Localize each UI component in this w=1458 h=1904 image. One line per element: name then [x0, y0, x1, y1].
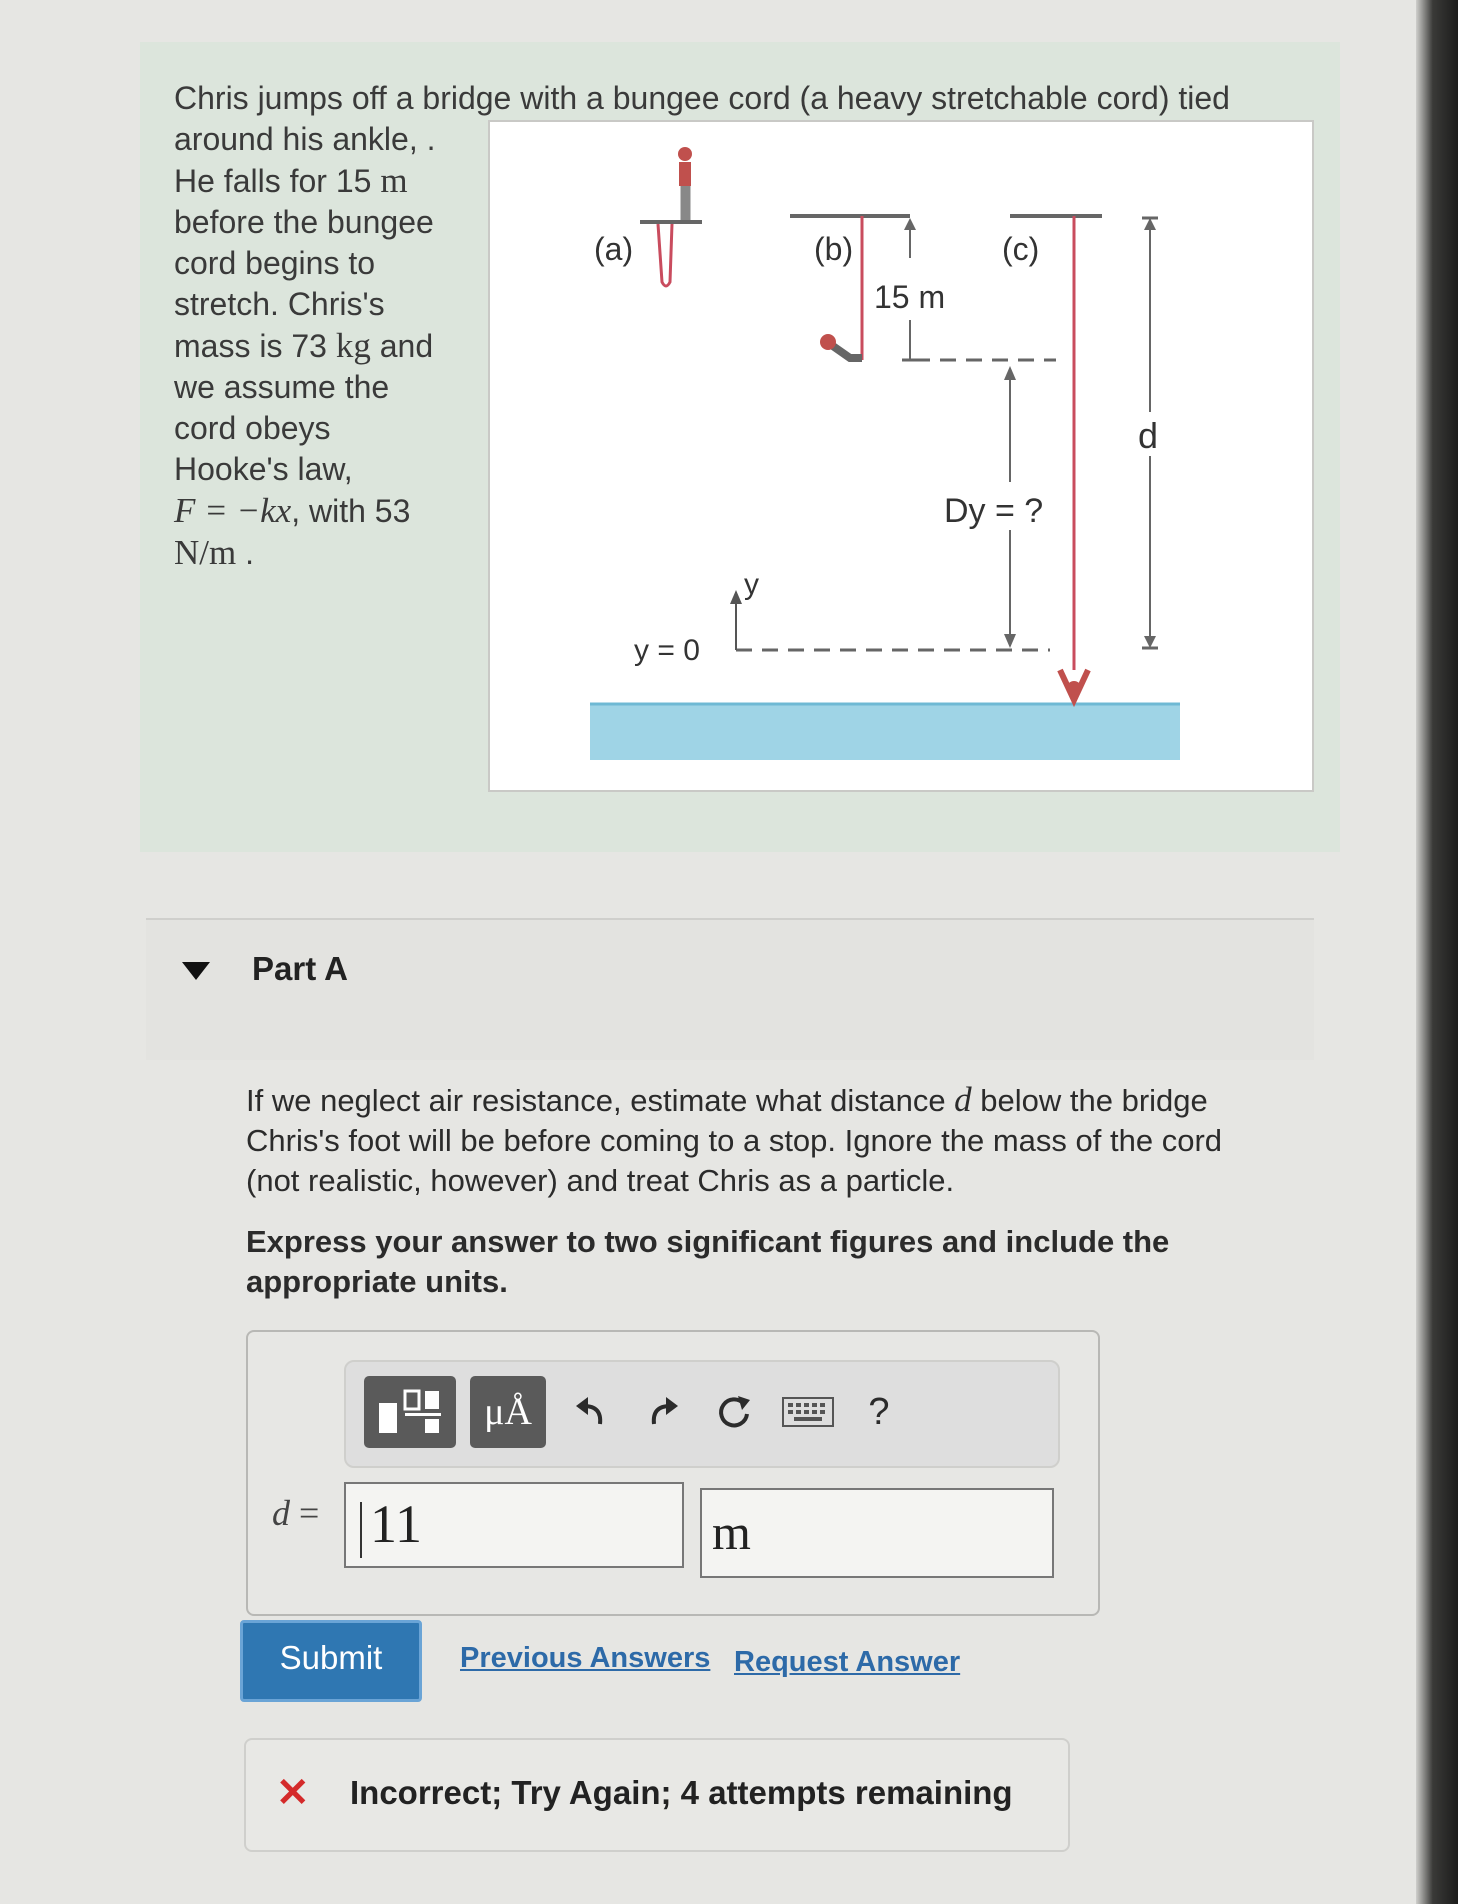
problem-line-5: cord begins to [174, 245, 376, 281]
problem-line-7: mass is 73 kg and [174, 326, 434, 365]
label-a: (a) [594, 231, 634, 267]
unit-n-per-m: N/m [174, 533, 237, 572]
problem-line-3: He falls for 15 m [174, 161, 408, 200]
water [590, 704, 1180, 760]
help-button[interactable]: ? [868, 1390, 890, 1433]
problem-line-2: around his ankle, . [174, 121, 436, 157]
reset-icon[interactable] [706, 1382, 762, 1442]
problem-line-10: Hooke's law, [174, 451, 353, 487]
label-c: (c) [1002, 231, 1040, 267]
unit-meter: m [380, 161, 408, 200]
feedback-text: Incorrect; Try Again; 4 attempts remaining [350, 1774, 1013, 1811]
label-d: d [1138, 415, 1159, 456]
part-title: Part A [252, 950, 348, 987]
answer-instruction: Express your answer to two significant figures and include the appropriate units. [246, 1224, 1170, 1299]
keyboard-icon[interactable] [776, 1388, 840, 1436]
problem-line-4: before the bungee [174, 204, 434, 240]
answer-value-input[interactable]: 11 [344, 1482, 684, 1568]
label-y-zero: y = 0 [634, 634, 700, 667]
question-variable: d [954, 1080, 972, 1119]
collapse-caret-icon[interactable] [182, 962, 210, 980]
problem-panel [140, 42, 1340, 852]
request-answer-link[interactable]: Request Answer [734, 1646, 961, 1678]
math-toolbar [344, 1360, 1060, 1468]
redo-icon[interactable] [636, 1382, 692, 1442]
answer-unit-input[interactable]: m [700, 1488, 1054, 1578]
problem-line-1: Chris jumps off a bridge with a bungee cord (a heavy stretchable cord) tied [174, 80, 1230, 116]
unit-kg: kg [335, 326, 371, 365]
bungee-figure [488, 120, 1314, 792]
screen-edge-shadow [1416, 0, 1458, 1904]
label-b: (b) [814, 231, 854, 267]
problem-line-8: we assume the [174, 369, 390, 405]
question-text: If we neglect air resistance, estimate what distance d below the bridge Chris's foot will be before coming to a stop. Ignore the mass of the cord (not realistic, however) and treat Chris as a particle. [246, 1080, 1223, 1198]
templates-icon [375, 1387, 445, 1437]
problem-line-6: stretch. Chris's [174, 286, 385, 322]
answer-box [246, 1330, 1100, 1616]
label-y-axis: y [744, 568, 759, 601]
label-dy: Dy = ? [944, 492, 1044, 530]
incorrect-icon: ✕ [276, 1771, 310, 1815]
jumper-c [1010, 216, 1102, 700]
problem-line-9: cord obeys [174, 410, 331, 446]
templates-button[interactable] [364, 1376, 456, 1448]
hooke-formula: F = −kx [174, 491, 292, 530]
y-axis [730, 590, 742, 650]
label-15m: 15 m [874, 279, 946, 315]
bungee-diagram [490, 122, 1312, 790]
units-button[interactable]: μÅ [470, 1376, 546, 1448]
feedback-box [244, 1738, 1070, 1852]
problem-line-12: N/m . [174, 533, 255, 572]
part-a-header[interactable] [146, 918, 1314, 1060]
answer-label: d = [272, 1493, 320, 1533]
submit-button[interactable]: Submit [240, 1620, 422, 1702]
previous-answers-link[interactable]: Previous Answers [460, 1642, 711, 1674]
undo-icon[interactable] [562, 1382, 618, 1442]
jumper-a [640, 147, 702, 286]
text-cursor [360, 1502, 362, 1558]
problem-line-11: F = −kx, with 53 [174, 491, 411, 530]
